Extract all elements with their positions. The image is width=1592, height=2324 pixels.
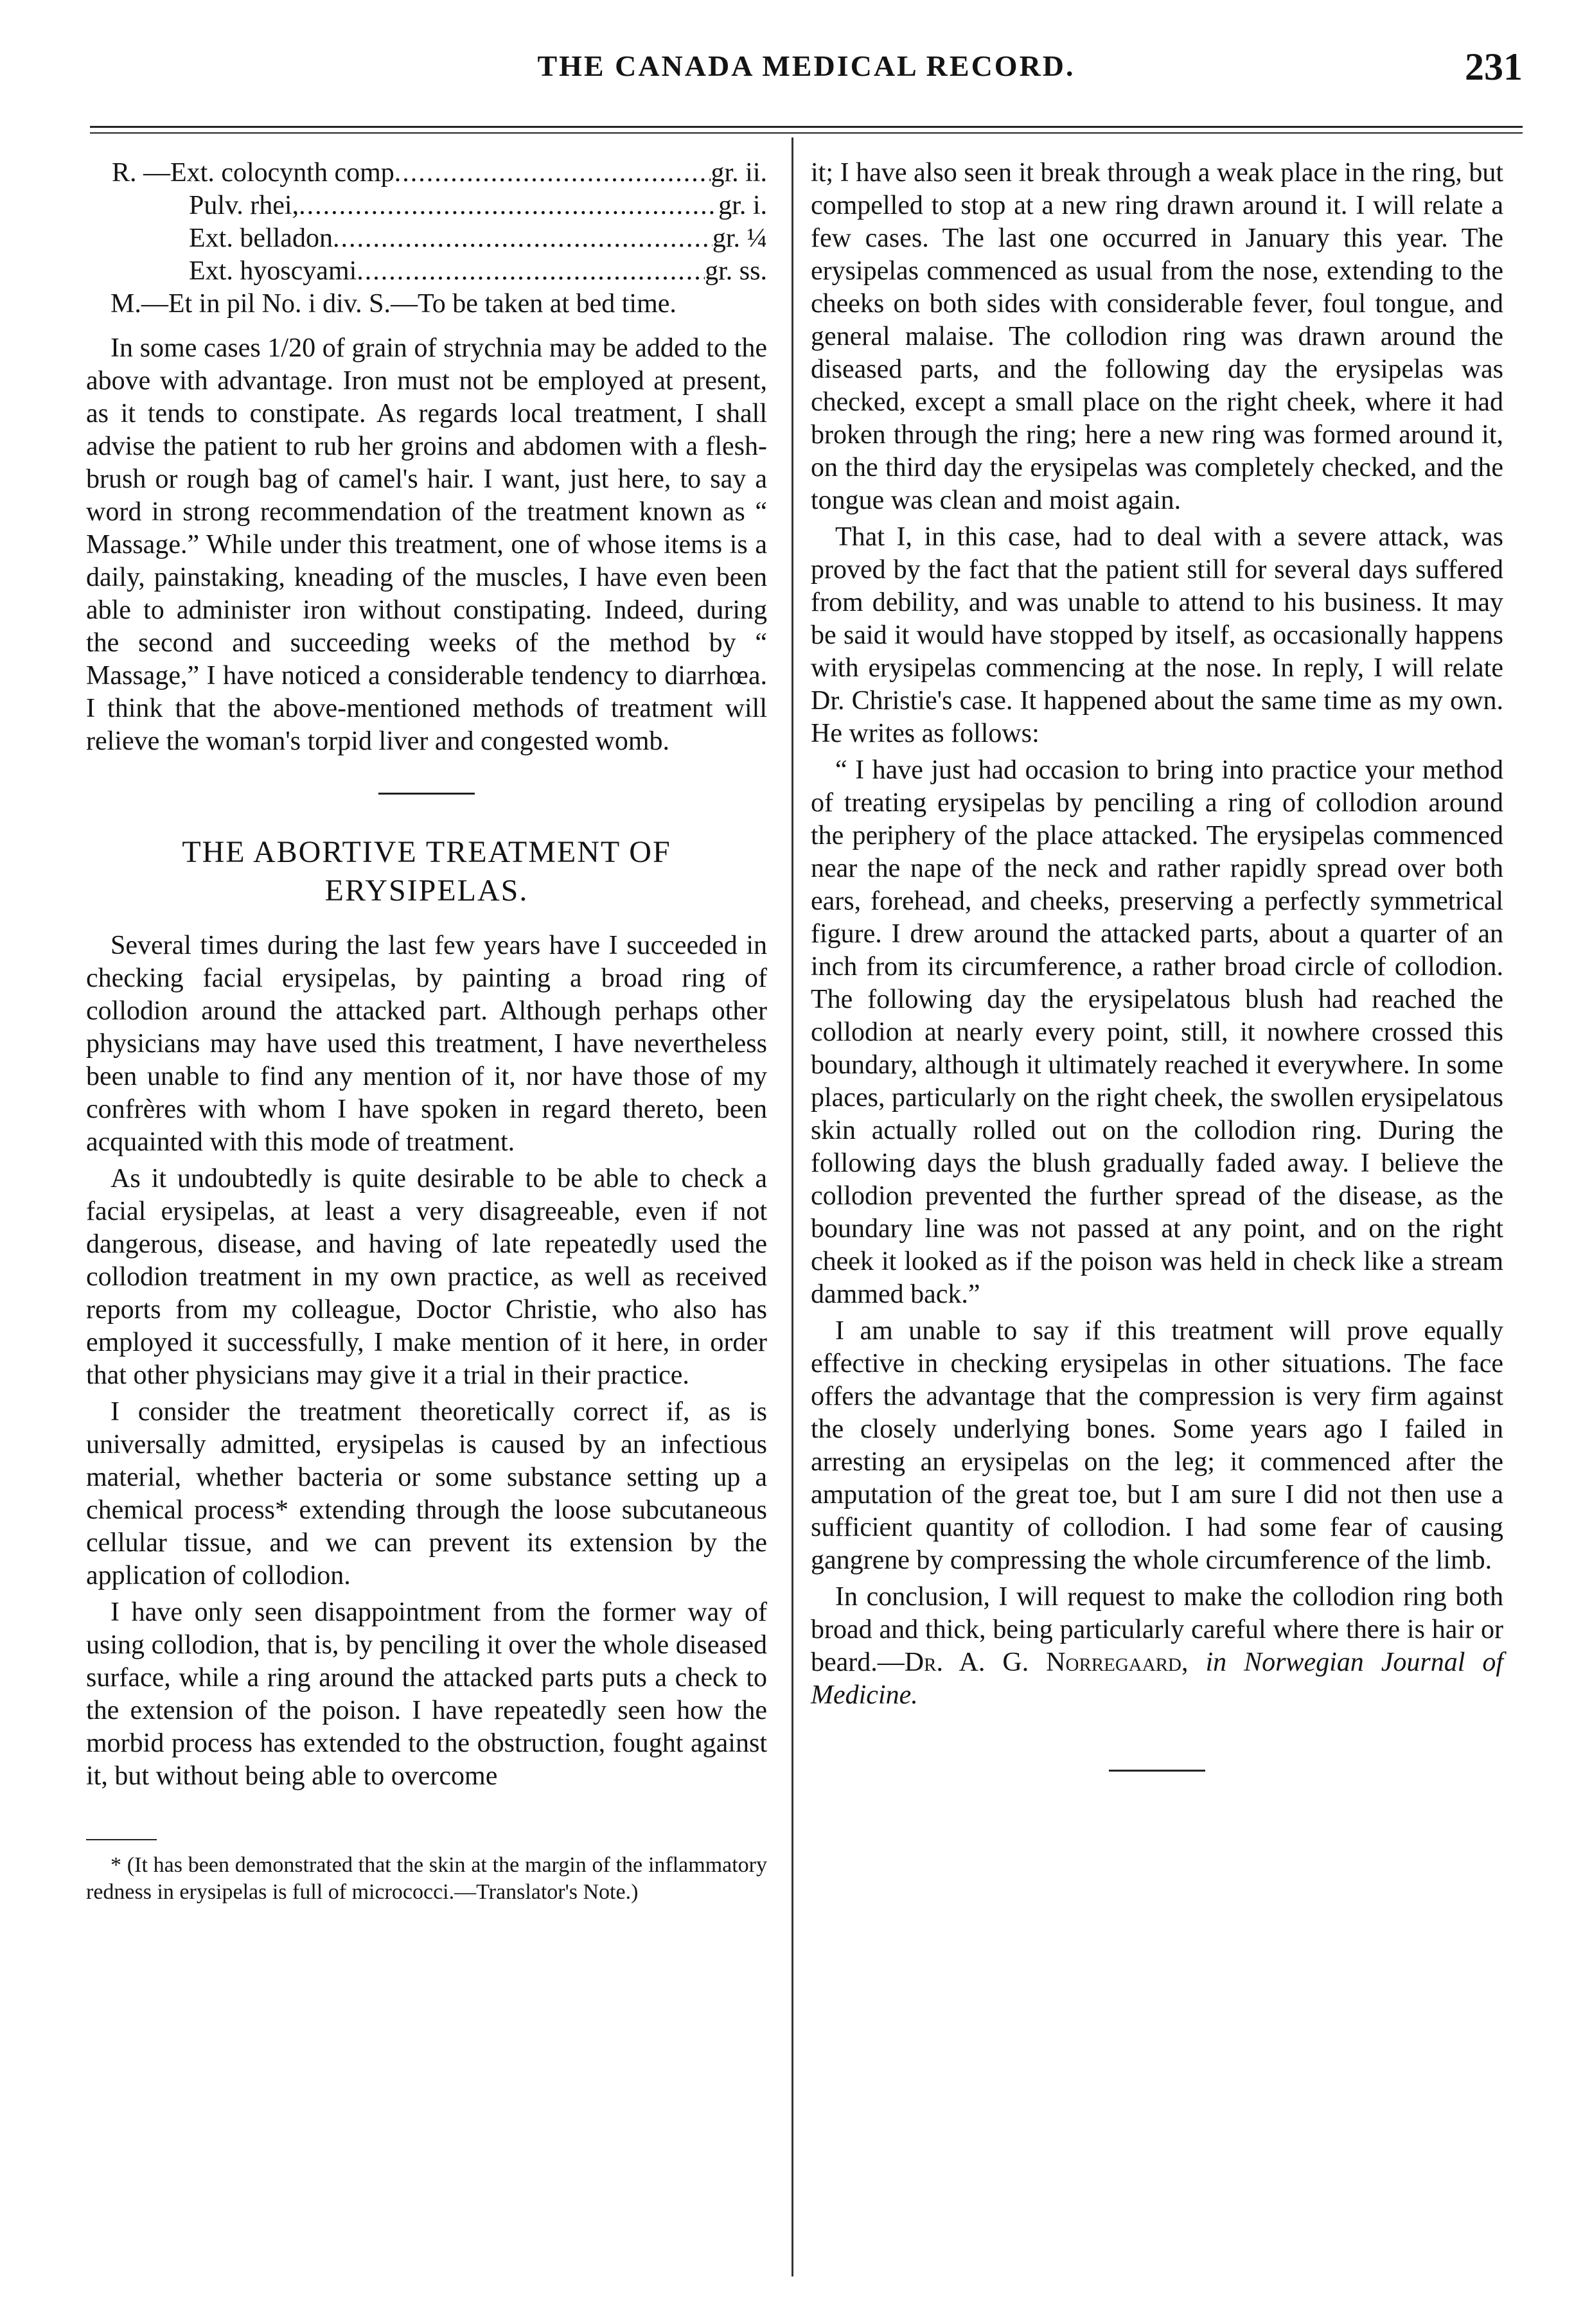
continued-paragraph: it; I have also seen it break through a weak place in the ring, but compelled to stop at a new ring drawn around it. I will relate a few cases. The last one occurred in January this year. The erysipelas commenced as usual from the nose, extending to the cheeks on both sides with considerable fever, foul tongue, and general malaise. The collodion ring was drawn around the diseased parts, and the following day the erysipelas was checked, except a small place on the right cheek, where it had broken through the ring; here a new ring was formed around it, on the third day the erysipelas was completely checked, and the tongue was clean and moist again.: [811, 158, 1503, 515]
prescription-dose: gr. ¼: [712, 224, 767, 253]
conclusion-text: In conclusion, I will request to make the collodion ring both broad and thick, being particularly careful where there is hair or beard.—: [811, 1582, 1503, 1677]
section-divider: [378, 793, 475, 795]
author-attribution: Dr. A. G. Norregaard,: [904, 1648, 1189, 1677]
leader-dots: [357, 255, 705, 288]
prescription-item: R. —Ext. colocynth comp: [112, 158, 394, 188]
end-rule: [1109, 1770, 1205, 1772]
body-paragraph: I have only seen disappointment from the former way of using collodion, that is, by penciling it over the whole diseased surface, while a ring around the attacked parts puts a check to the extension of the poison. I have repeatedly seen how the morbid process has extended to the obstruction, fought against it, but without being able to overcome: [86, 1598, 767, 1791]
prescription-block: [86, 157, 767, 321]
body-paragraph: As it undoubtedly is quite desirable to be able to check a facial erysipelas, at least a very disagreeable, even if not dangerous, disease, and having of late repeatedly used the collodion treatment in my own practice, as well as received reports from my colleague, Doctor Christie, who also has employed it successfully, I make mention of it here, in order that other physicians may give it a trial in their practice.: [86, 1164, 767, 1390]
prescription-line: [86, 157, 767, 189]
page-header: [90, 46, 1523, 100]
footnote: * (It has been demonstrated that the skin at the margin of the inflammatory redness in erysipelas is full of micrococci.—Translator's Note.): [86, 1853, 767, 1904]
body-paragraph: That I, in this case, had to deal with a severe attack, was proved by the fact that the patient still for several days suffered from debility, and was unable to attend to his business. It may be said it would have stopped by itself, as occasionally happens with erysipelas commencing at the nose. In reply, I will relate Dr. Christie's case. It happened about the same time as my own. He writes as follows:: [811, 522, 1503, 748]
body-paragraph: Several times during the last few years have I succeeded in checking facial erysipelas, by painting a broad ring of collodion around the attacked part. Although perhaps other physicians may have used this treatment, I have nevertheless been unable to find any mention of it, nor have those of my confrères with whom I have spoken in regard thereto, been acquainted with this mode of treatment.: [86, 931, 767, 1157]
leader-dots: [333, 222, 712, 255]
page-number: 231: [1465, 46, 1523, 88]
body-paragraph: I am unable to say if this treatment will prove equally effective in checking erysipelas in other situations. The face offers the advantage that the compression is very firm against the closely underlying bones. Some years ago I failed in arresting an erysipelas on the leg; it commenced after the amputation of the great toe, but I am sure I did not then use a sufficient quantity of collodion. I had some fear of causing gangrene by compressing the whole circumference of the limb.: [811, 1316, 1503, 1575]
article-title: THE ABORTIVE TREATMENT OF ERYSIPELAS.: [182, 835, 671, 908]
conclusion-paragraph: [811, 1581, 1503, 1712]
prescription-dose: gr. ii.: [711, 158, 767, 188]
header-rule-thick: [90, 126, 1523, 128]
header-rule-thin: [90, 132, 1523, 134]
leader-dots: [299, 189, 718, 222]
prescription-line: [86, 222, 767, 255]
quoted-letter: “ I have just had occasion to bring into practice your method of treating erysipelas by penciling a ring of collodion around the periphery of the place attacked. The erysipelas commenced near the nape of the neck and rather rapidly spread over both ears, forehead, and cheeks, preserving a perfectly symmetrical figure. I drew around the attacked parts, about a quarter of an inch from its circumference, a rather broad circle of collodion. The following day the erysipelatous blush had reached the collodion at nearly every point, still, it nowhere crossed this boundary, although it ultimately reached it everywhere. In some places, particularly on the right cheek, the swollen erysipelatous skin actually rolled out on the collodion ring. During the following days the blush gradually faded away. I believe the collodion prevented the further spread of the disease, as the boundary line was not passed at any point, and on the right cheek it looked as if the poison was held in check like a stream dammed back.”: [811, 755, 1503, 1309]
left-column: [86, 157, 767, 1906]
prescription-line: [86, 189, 767, 222]
prescription-item: Pulv. rhei,: [189, 191, 299, 220]
body-paragraph: I consider the treatment theoretically correct if, as is universally admitted, erysipelas is caused by an infectious material, whether bacteria or some substance setting up a chemical process* extending through the loose subcutaneous cellular tissue, and we can prevent its extension by the application of collodion.: [86, 1397, 767, 1590]
prescription-item: Ext. belladon: [189, 224, 333, 253]
running-head: THE CANADA MEDICAL RECORD.: [537, 49, 1075, 82]
prescription-signature: M.—Et in pil No. i div. S.—To be taken at bed time.: [111, 289, 677, 319]
prescription-dose: gr. i.: [718, 191, 767, 220]
leader-dots: [394, 157, 711, 189]
prescription-dose: gr. ss.: [705, 256, 767, 286]
prescription-line: [86, 255, 767, 288]
source-attribution: in Norwegian Journal of Medicine.: [811, 1648, 1503, 1710]
right-column: [811, 157, 1503, 1772]
column-divider: [792, 137, 793, 2276]
prescription-item: Ext. hyoscyami: [189, 256, 357, 286]
body-paragraph: In some cases 1/20 of grain of strychnia may be added to the above with advantage. Iron must not be employed at present, as it tends to constipate. As regards local treatment, I shall advise the patient to rub her groins and abdomen with a flesh-brush or rough bag of camel's hair. I want, just here, to say a word in strong recommendation of the treatment known as “ Massage.” While under this treatment, one of whose items is a daily, painstaking, kneading of the muscles, I have even been able to administer iron without constipating. Indeed, during the second and succeeding weeks of the method by “ Massage,” I have noticed a considerable tendency to diarrhœa. I think that the above-mentioned methods of treatment will relieve the woman's torpid liver and congested womb.: [86, 333, 767, 756]
footnote-rule: [86, 1839, 157, 1840]
